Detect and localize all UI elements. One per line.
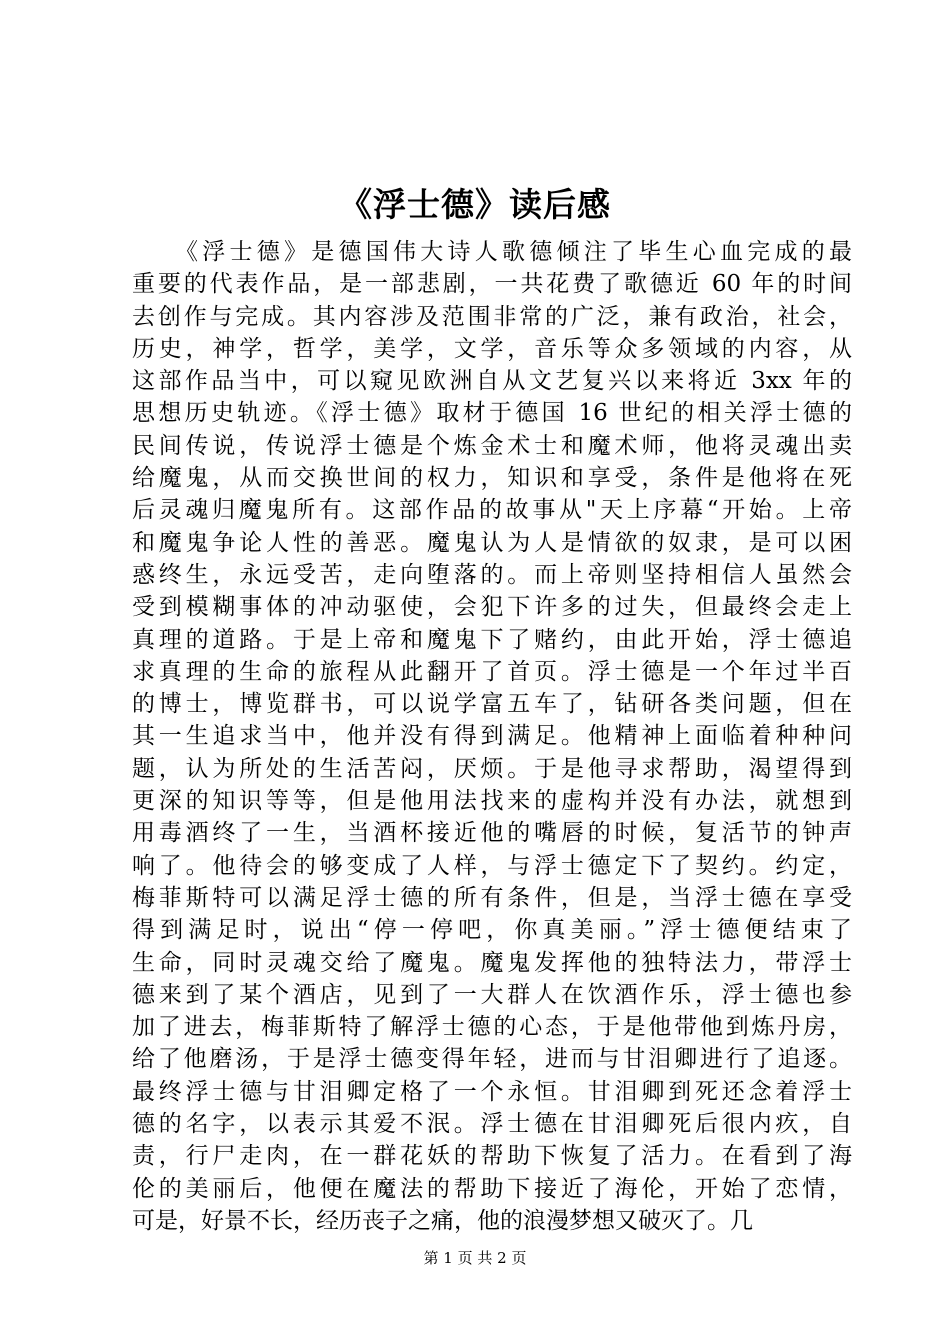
text-line: 去创作与完成。其内容涉及范围非常的广泛，兼有政治，社会， [132, 303, 852, 330]
text-line: 民间传说，传说浮士德是个炼金术士和魔术师，他将灵魂出卖 [132, 432, 852, 459]
text-line: 伦的美丽后，他便在魔法的帮助下接近了海伦，开始了恋情， [132, 1175, 852, 1202]
text-line: 给魔鬼，从而交换世间的权力，知识和享受，条件是他将在死 [132, 465, 852, 492]
page-title: 《浮士德》读后感 [339, 185, 611, 224]
text-line: 更深的知识等等，但是他用法找来的虚构并没有办法，就想到 [132, 788, 852, 815]
text-line: 其一生追求当中，他并没有得到满足。他精神上面临着种种问 [132, 723, 852, 750]
text-line: 重要的代表作品，是一部悲剧，一共花费了歌德近 60 年的时间 [132, 271, 852, 298]
text-line: 求真理的生命的旅程从此翻开了首页。浮士德是一个年过半百 [132, 658, 852, 685]
text-line: 给了他磨汤，于是浮士德变得年轻，进而与甘泪卿进行了追逐。 [132, 1046, 852, 1073]
page-footer: 第 1 页 共 2 页 [423, 1249, 527, 1267]
text-line: 责，行尸走肉，在一群花妖的帮助下恢复了活力。在看到了海 [132, 1143, 852, 1170]
text-line: 加了进去，梅菲斯特了解浮士德的心态，于是他带他到炼丹房， [132, 1014, 852, 1041]
text-line: 得到满足时，说出“停一停吧，你真美丽。”浮士德便结束了 [132, 917, 852, 944]
text-line: 可是，好景不长，经历丧子之痛，他的浪漫梦想又破灭了。几 [132, 1207, 753, 1234]
text-line: 德的名字，以表示其爱不泯。浮士德在甘泪卿死后很内疚，自 [132, 1111, 852, 1138]
text-line: 生命，同时灵魂交给了魔鬼。魔鬼发挥他的独特法力，带浮士 [132, 949, 852, 976]
text-line: 响了。他待会的够变成了人样，与浮士德定下了契约。约定， [132, 852, 852, 879]
text-line: 后灵魂归魔鬼所有。这部作品的故事从"天上序幕“开始。上帝 [132, 497, 852, 524]
text-line: 题，认为所处的生活苦闷，厌烦。于是他寻求帮助，渴望得到 [132, 755, 852, 782]
text-line: 思想历史轨迹。《浮士德》取材于德国 16 世纪的相关浮士德的 [132, 400, 852, 427]
body-text [132, 236, 852, 1237]
text-line: 梅菲斯特可以满足浮士德的所有条件，但是，当浮士德在享受 [132, 884, 852, 911]
text-line: 《浮士德》是德国伟大诗人歌德倾注了毕生心血完成的最 [132, 239, 852, 265]
text-line: 德来到了某个酒店，见到了一大群人在饮酒作乐，浮士德也参 [132, 981, 852, 1008]
text-line: 的博士，博览群书，可以说学富五车了，钻研各类问题，但在 [132, 691, 852, 718]
text-line: 最终浮士德与甘泪卿定格了一个永恒。甘泪卿到死还念着浮士 [132, 1078, 852, 1105]
text-line: 真理的道路。于是上帝和魔鬼下了赌约，由此开始，浮士德追 [132, 626, 852, 653]
text-line: 历史，神学，哲学，美学，文学，音乐等众多领域的内容，从 [132, 335, 852, 362]
text-line: 这部作品当中，可以窥见欧洲自从文艺复兴以来将近 3xx 年的 [132, 368, 852, 395]
text-line: 和魔鬼争论人性的善恶。魔鬼认为人是情欲的奴隶，是可以困 [132, 529, 852, 556]
text-line: 惑终生，永远受苦，走向堕落的。而上帝则坚持相信人虽然会 [132, 561, 852, 588]
text-line: 用毒酒终了一生，当酒杯接近他的嘴唇的时候，复活节的钟声 [132, 820, 852, 847]
text-line: 受到模糊事体的冲动驱使，会犯下许多的过失，但最终会走上 [132, 594, 852, 621]
